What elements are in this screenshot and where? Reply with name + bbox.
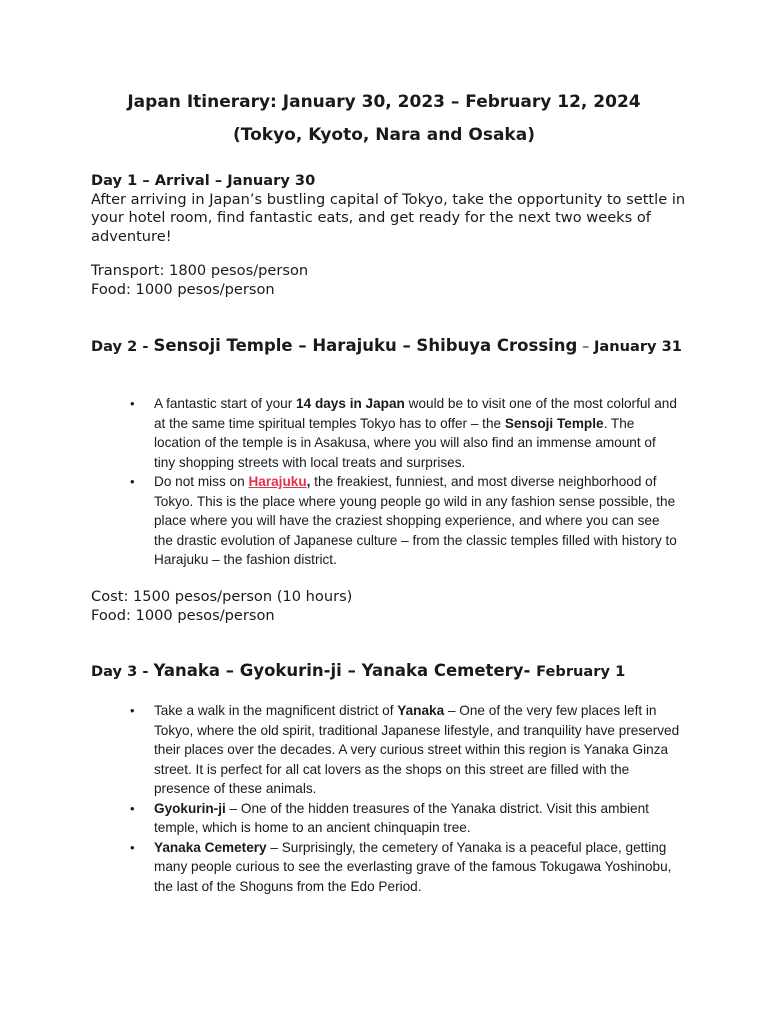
day2-bullets xyxy=(130,394,680,570)
day1-food: Food: 1000 pesos/person xyxy=(91,280,275,298)
day1-costs xyxy=(91,262,691,299)
harajuku-link[interactable]: Harajuku xyxy=(248,474,307,489)
day3-heading: Day 3 - Yanaka – Gyokurin-ji – Yanaka Cemetery- February 1 xyxy=(91,661,626,680)
day2-costs xyxy=(91,588,691,625)
day2-heading: Day 2 - Sensoji Temple – Harajuku – Shibuya Crossing – January 31 xyxy=(91,336,682,355)
list-item: • Yanaka Cemetery – Surprisingly, the cemetery of Yanaka is a peaceful place, getting many people curious to see the everlasting grave of the famous Tokugawa Yoshinobu, the last of the Shoguns from the Edo Period. xyxy=(130,838,680,897)
day1-intro: After arriving in Japan’s bustling capital of Tokyo, take the opportunity to settle in your hotel room, find fantastic eats, and get ready for the next two weeks of adventure! xyxy=(91,190,686,245)
day2-food: Food: 1000 pesos/person xyxy=(91,606,275,624)
list-item: • Take a walk in the magnificent district of Yanaka – One of the very few places left in Tokyo, where the old spirit, traditional Japanese lifestyle, and tranquility have preserved their places over the decades. A very curious street within this region is Yanaka Ginza street. It is perfect for all cat lovers as the shops on this street are filled with the presence of these animals. xyxy=(130,701,680,799)
list-item: • A fantastic start of your 14 days in Japan would be to visit one of the most colorful and at the same time spiritual temples Tokyo has to offer – the Sensoji Temple. The location of the temple is in Asakusa, where you will also find an immense amount of tiny shopping streets with local treats and surprises. xyxy=(130,394,680,472)
day1-transport: Transport: 1800 pesos/person xyxy=(91,262,309,279)
day3-bullets xyxy=(130,701,680,896)
day2-cost: Cost: 1500 pesos/person (10 hours) xyxy=(91,588,353,605)
list-item: • Do not miss on Harajuku, the freakiest, funniest, and most diverse neighborhood of Tokyo. This is the place where young people go wild in any fashion sense possible, the place where you will have the craziest shopping experience, and where you can see the drastic evolution of Japanese culture – from the classic temples filled with history to Harajuku – the fashion district. xyxy=(130,472,680,570)
page-subtitle: (Tokyo, Kyoto, Nara and Osaka) xyxy=(233,125,535,145)
day1-heading: Day 1 – Arrival – January 30 xyxy=(91,172,316,189)
day1-section xyxy=(91,172,691,246)
page-title: Japan Itinerary: January 30, 2023 – February 12, 2024 xyxy=(127,92,641,112)
list-item: • Gyokurin-ji – One of the hidden treasures of the Yanaka district. Visit this ambient temple, which is home to an ancient chinquapin tree. xyxy=(130,799,680,838)
